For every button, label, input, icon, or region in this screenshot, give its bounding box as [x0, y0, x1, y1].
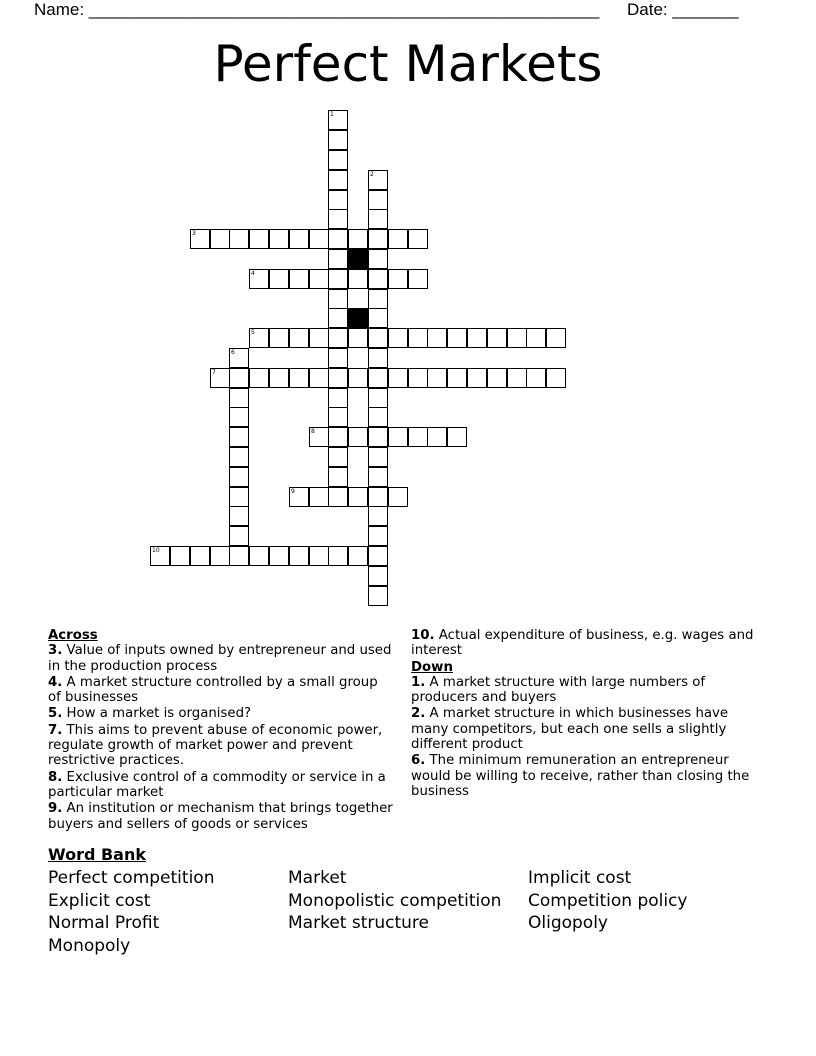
crossword-cell[interactable] — [328, 467, 348, 487]
clue-number-label: 8. — [48, 769, 63, 785]
crossword-cell[interactable] — [368, 447, 388, 467]
crossword-cell[interactable] — [348, 269, 368, 289]
crossword-cell[interactable] — [309, 487, 329, 507]
crossword-cell[interactable] — [368, 269, 388, 289]
clue-item — [411, 675, 763, 706]
crossword-cell[interactable] — [368, 467, 388, 487]
word-bank-item: Monopoly — [48, 935, 131, 956]
crossword-cell[interactable] — [388, 229, 408, 249]
crossword-cell[interactable] — [269, 328, 289, 348]
clue-number-label: 1. — [411, 674, 426, 690]
crossword-cell[interactable] — [507, 328, 527, 348]
crossword-cell[interactable] — [368, 566, 388, 586]
crossword-cell[interactable] — [328, 447, 348, 467]
crossword-cell[interactable] — [368, 190, 388, 210]
crossword-cell[interactable] — [289, 229, 309, 249]
crossword-cell[interactable] — [368, 170, 388, 190]
crossword-cell[interactable] — [348, 368, 368, 388]
crossword-cell[interactable] — [328, 368, 348, 388]
crossword-cell[interactable] — [328, 388, 348, 408]
clues-left-column — [48, 628, 393, 833]
crossword-cell[interactable] — [289, 487, 309, 507]
clue-item — [48, 643, 393, 674]
crossword-cell[interactable] — [368, 209, 388, 229]
word-bank-item: Oligopoly — [528, 913, 608, 934]
crossword-cell[interactable] — [427, 427, 447, 447]
crossword-cell[interactable] — [408, 328, 428, 348]
crossword-cell[interactable] — [328, 150, 348, 170]
crossword-cell[interactable] — [348, 427, 368, 447]
crossword-cell[interactable] — [348, 229, 368, 249]
clue-text: Exclusive control of a commodity or service in a particular market — [48, 769, 386, 800]
crossword-cell[interactable] — [309, 546, 329, 566]
clue-item — [411, 753, 763, 799]
across-heading: Across — [48, 628, 98, 643]
clue-item — [48, 706, 393, 721]
crossword-cell[interactable] — [348, 546, 368, 566]
crossword-cell[interactable] — [229, 427, 249, 447]
crossword-cell[interactable] — [269, 269, 289, 289]
date-line: Date: _______ — [627, 0, 739, 19]
crossword-cell[interactable] — [388, 427, 408, 447]
crossword-cell[interactable] — [368, 388, 388, 408]
crossword-cell[interactable] — [328, 249, 348, 269]
crossword-cell[interactable] — [170, 546, 190, 566]
crossword-cell[interactable] — [229, 487, 249, 507]
crossword-cell[interactable] — [328, 546, 348, 566]
clue-number-label: 3. — [48, 643, 63, 659]
clue-number: 7 — [212, 369, 216, 376]
crossword-cell[interactable] — [309, 229, 329, 249]
crossword-cell[interactable] — [368, 506, 388, 526]
crossword-cell[interactable] — [269, 368, 289, 388]
name-line: Name: ______________________________________________________ — [34, 0, 600, 19]
clue-number-label: 5. — [48, 706, 63, 722]
crossword-cell[interactable] — [368, 308, 388, 328]
clues-right-column — [411, 628, 763, 800]
crossword-cell[interactable] — [368, 586, 388, 606]
crossword-cell[interactable] — [328, 348, 348, 368]
crossword-cell[interactable] — [328, 170, 348, 190]
crossword-cell[interactable] — [229, 467, 249, 487]
crossword-cell[interactable] — [309, 269, 329, 289]
crossword-cell[interactable] — [447, 368, 467, 388]
crossword-cell[interactable] — [289, 368, 309, 388]
word-bank-item: Explicit cost — [48, 890, 151, 911]
crossword-cell[interactable] — [289, 328, 309, 348]
word-bank-item: Normal Profit — [48, 913, 160, 934]
clue-text: The minimum remuneration an entrepreneur would be willing to receive, rather than closing the business — [411, 753, 750, 799]
crossword-cell[interactable] — [348, 487, 368, 507]
crossword-cell[interactable] — [249, 328, 269, 348]
crossword-cell[interactable] — [328, 308, 348, 328]
crossword-cell[interactable] — [328, 289, 348, 309]
crossword-cell[interactable] — [229, 526, 249, 546]
crossword-cell[interactable] — [249, 368, 269, 388]
crossword-cell[interactable] — [447, 328, 467, 348]
crossword-cell[interactable] — [368, 229, 388, 249]
crossword-cell[interactable] — [368, 546, 388, 566]
crossword-cell[interactable] — [348, 328, 368, 348]
crossword-cell[interactable] — [328, 190, 348, 210]
crossword-cell[interactable] — [289, 546, 309, 566]
clue-item — [48, 723, 393, 769]
crossword-cell[interactable] — [467, 368, 487, 388]
crossword-cell[interactable] — [249, 269, 269, 289]
crossword-cell[interactable] — [328, 427, 348, 447]
clue-number: 1 — [330, 111, 334, 118]
crossword-cell[interactable] — [269, 546, 289, 566]
clue-number: 4 — [251, 270, 255, 277]
crossword-cell[interactable] — [368, 368, 388, 388]
crossword-cell[interactable] — [526, 328, 546, 348]
clue-item — [48, 801, 393, 832]
down-heading: Down — [411, 659, 453, 675]
clue-item — [48, 675, 393, 706]
crossword-cell[interactable] — [408, 269, 428, 289]
crossword-cell[interactable] — [190, 546, 210, 566]
crossword-cell[interactable] — [309, 328, 329, 348]
clue-number: 5 — [251, 329, 255, 336]
crossword-cell[interactable] — [269, 229, 289, 249]
clue-text: A market structure with large numbers of producers and buyers — [411, 674, 706, 706]
crossword-cell[interactable] — [229, 506, 249, 526]
crossword-cell[interactable] — [289, 269, 309, 289]
crossword-cell[interactable] — [229, 407, 249, 427]
crossword-cell[interactable] — [368, 487, 388, 507]
clue-number: 6 — [231, 349, 235, 356]
clue-number-label: 4. — [48, 674, 63, 690]
crossword-cell[interactable] — [467, 328, 487, 348]
crossword-cell[interactable] — [249, 546, 269, 566]
clue-number: 3 — [192, 230, 196, 237]
crossword-block — [348, 249, 368, 269]
crossword-cell[interactable] — [229, 388, 249, 408]
crossword-cell[interactable] — [229, 229, 249, 249]
clue-text: A market structure in which businesses have many competitors, but each one sells a slightly different product — [411, 706, 729, 753]
crossword-cell[interactable] — [249, 229, 269, 249]
clue-number-label: 2. — [411, 706, 426, 722]
crossword-cell[interactable] — [190, 229, 210, 249]
crossword-cell[interactable] — [309, 427, 329, 447]
crossword-cell[interactable] — [526, 368, 546, 388]
word-bank-item: Monopolistic competition — [288, 890, 502, 911]
clue-number: 10 — [152, 547, 160, 554]
crossword-cell[interactable] — [368, 526, 388, 546]
crossword-cell[interactable] — [427, 328, 447, 348]
crossword-cell[interactable] — [388, 368, 408, 388]
crossword-cell[interactable] — [229, 447, 249, 467]
crossword-cell[interactable] — [229, 348, 249, 368]
crossword-cell[interactable] — [368, 249, 388, 269]
crossword-cell[interactable] — [328, 110, 348, 130]
crossword-cell[interactable] — [328, 209, 348, 229]
crossword-cell[interactable] — [388, 269, 408, 289]
word-bank-item: Implicit cost — [528, 868, 632, 888]
clue-number-label: 7. — [48, 722, 63, 738]
clue-number-label: 6. — [411, 753, 426, 769]
clue-item — [48, 770, 393, 801]
crossword-cell[interactable] — [328, 229, 348, 249]
clue-number: 2 — [370, 171, 374, 178]
crossword-cell[interactable] — [309, 368, 329, 388]
crossword-cell[interactable] — [408, 368, 428, 388]
clue-number-label: 9. — [48, 801, 63, 817]
crossword-cell[interactable] — [229, 368, 249, 388]
crossword-cell[interactable] — [328, 328, 348, 348]
crossword-cell[interactable] — [328, 269, 348, 289]
word-bank-item: Competition policy — [528, 890, 688, 911]
crossword-cell[interactable] — [487, 368, 507, 388]
clue-text: Value of inputs owned by entrepreneur and used in the production process — [48, 643, 392, 674]
crossword-cell[interactable] — [388, 328, 408, 348]
crossword-cell[interactable] — [546, 328, 566, 348]
crossword-cell[interactable] — [408, 229, 428, 249]
crossword-cell[interactable] — [368, 348, 388, 368]
crossword-cell[interactable] — [210, 229, 230, 249]
crossword-cell[interactable] — [368, 407, 388, 427]
clue-number-label: 10. — [411, 628, 435, 643]
crossword-cell[interactable] — [408, 427, 428, 447]
clue-text: Actual expenditure of business, e.g. wages and interest — [411, 628, 754, 659]
clue-item — [411, 628, 763, 659]
crossword-cell[interactable] — [487, 328, 507, 348]
crossword-cell[interactable] — [447, 427, 467, 447]
crossword-cell[interactable] — [328, 407, 348, 427]
crossword-cell[interactable] — [388, 487, 408, 507]
clue-text: How a market is organised? — [62, 706, 252, 722]
crossword-cell[interactable] — [546, 368, 566, 388]
crossword-block — [348, 308, 368, 328]
clue-text: This aims to prevent abuse of economic power, regulate growth of market power and prevent restrictive practices. — [48, 722, 383, 769]
word-bank-item: Perfect competition — [48, 868, 215, 888]
word-bank-item: Market — [288, 868, 347, 888]
word-bank-item: Market structure — [288, 913, 429, 934]
clue-number: 8 — [311, 428, 315, 435]
crossword-cell[interactable] — [368, 427, 388, 447]
crossword-cell[interactable] — [328, 130, 348, 150]
crossword-cell[interactable] — [427, 368, 447, 388]
word-bank-title: Word Bank — [48, 845, 147, 864]
crossword-cell[interactable] — [229, 546, 249, 566]
clue-text: An institution or mechanism that brings together buyers and sellers of goods or services — [48, 801, 393, 832]
crossword-cell[interactable] — [507, 368, 527, 388]
crossword-cell[interactable] — [150, 546, 170, 566]
crossword-cell[interactable] — [328, 487, 348, 507]
crossword-cell[interactable] — [368, 289, 388, 309]
crossword-cell[interactable] — [210, 368, 230, 388]
crossword-cell[interactable] — [368, 328, 388, 348]
clue-item — [411, 706, 763, 752]
page-title: Perfect Markets — [213, 35, 603, 93]
crossword-cell[interactable] — [210, 546, 230, 566]
clue-number: 9 — [291, 488, 295, 495]
clue-text: A market structure controlled by a small group of businesses — [48, 674, 378, 706]
